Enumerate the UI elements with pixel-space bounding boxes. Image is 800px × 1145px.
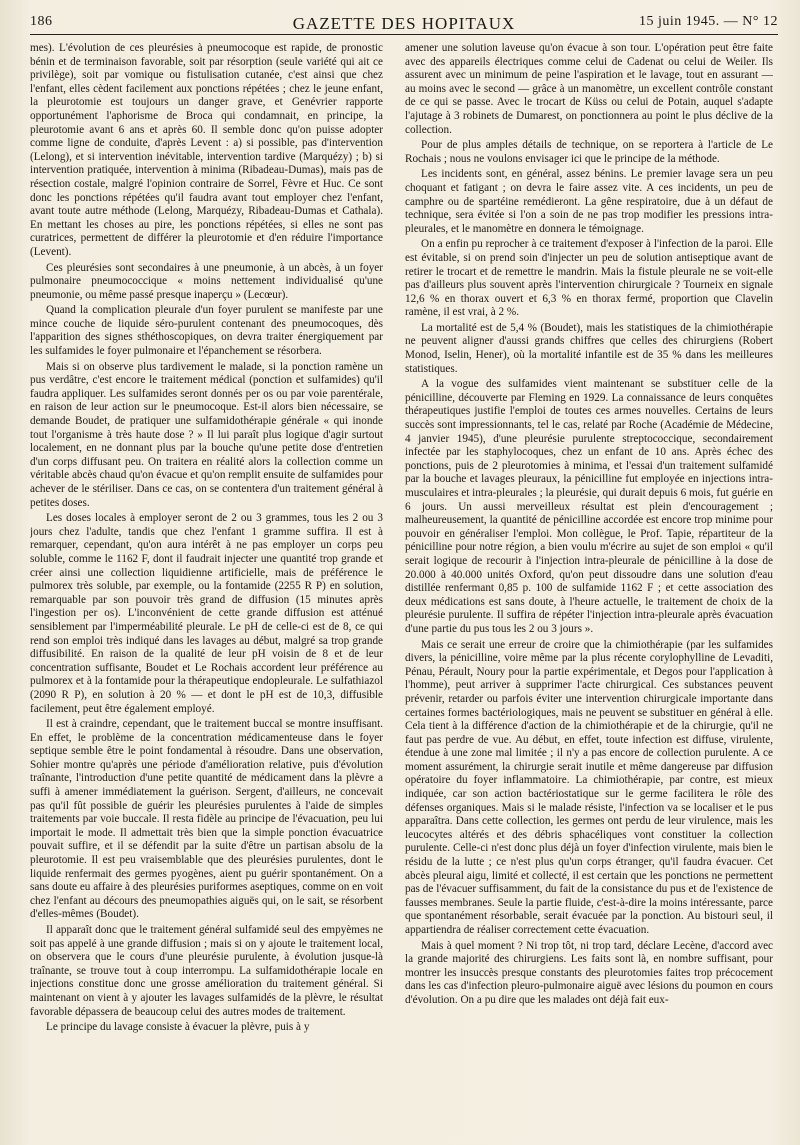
- issue-date: 15 juin 1945. — N° 12: [639, 14, 778, 29]
- paragraph: Ces pleurésies sont secondaires à une pneumonie, à un abcès, à un foyer pulmonaire pneumococcique « moins nettement individualisé qu'une pneumonie, ou même passé presque inaperçu » (Lecœur).: [30, 261, 383, 301]
- paragraph: Les incidents sont, en général, assez bénins. Le premier lavage sera un peu choquant et fatigant ; on devra le faire assez vite. A ces incidents, un peu de camphre ou de spartéine remédieront. La gêne respiratoire, due à un défaut de technique, sera évitée si l'on a soin de ne pas trop modifier les pressions intra-pleurales, et le manomètre en donnera le témoignage.: [405, 168, 773, 235]
- page-header: [30, 12, 778, 35]
- paragraph: mes). L'évolution de ces pleurésies à pneumocoque est rapide, de pronostic bénin et de terminaison favorable, soit par résorption (seule variété qui ait ce privilège), soit par vomique ou fistulisation cutanée, c'est ainsi que chez l'enfant, elles cèdent facilement aux ponctions répétées ; chez le jeune enfant, la pleurotomie est toujours un danger grave, et Genévrier rapporte opportunément l'aphorisme de Broca qui condamnait, en principe, la pleurotomie avant 6 ans et après 60. Il semble donc qu'on puisse adopter comme ligne de conduite, d'après Levent : a) si possible, pas d'intervention (Lelong), et si intervention inévitable, intervention tardive (Marquézy) ; b) si intervention pratiquée, intervention à minima (Ribadeau-Dumas), mais pas de résection costale, malgré l'opinion contraire de Sorrel, Fèvre et Huc. Ce sont donc les ponctions répétées qu'il faudra avant tout employer chez l'enfant, avant toute autre méthode (Lelong, Marquézy, Ribadeau-Dumas et Cathala). En mettant les choses au pire, les ponctions répétées, si elles ne sont pas curatrices, permettent de différer la pleurotomie et d'en réduire l'importance (Levent).: [30, 42, 383, 258]
- paragraph: Le principe du lavage consiste à évacuer la plèvre, puis à y: [46, 1021, 310, 1034]
- journal-title: GAZETTE DES HOPITAUX: [292, 14, 516, 33]
- paragraph: amener une solution laveuse qu'on évacue à son tour. L'opération peut être faite avec des appareils électriques comme celui de Cadenat ou celui de Weiler. Ils assurent avec un minimum de peine l'aspiration et le lavage, tout en assurant — au moins avec le second — grâce à un manomètre, un excellent contrôle constant de ce qui se passe. Avec le trocart de Küss ou celui de Potain, auquel s'adapte l'ajutage à 3 robinets de Dumarest, on ponctionnera au point le plus déclive de la collection.: [405, 42, 773, 136]
- page-number: 186: [30, 14, 53, 29]
- paragraph: La mortalité est de 5,4 % (Boudet), mais les statistiques de la chimiothérapie ne peuvent aligner d'aussi grands chiffres que celles des chirurgiens (Robert Monod, Iselin, Hener), où la mortalité infantile est de 35 % dans les meilleures statistiques.: [405, 321, 773, 375]
- right-column: [405, 42, 773, 1132]
- paragraph: Quand la complication pleurale d'un foyer purulent se manifeste par une mince couche de liquide séro-purulent contenant des pneumocoques, dès l'apparition des signes sthéthoscopiques, on devra traiter énergiquement par les sulfamides le foyer pulmonaire et l'épanchement se résorbera.: [30, 304, 383, 358]
- paragraph: Mais si on observe plus tardivement le malade, si la ponction ramène un pus verdâtre, c'est encore le traitement médical (ponction et sulfamides) qu'il faudra appliquer. Les sulfamides seront donnés per os ou par voie parentérale, en raison de leur action sur le pneumocoque. Est-il alors bien nécessaire, se demande Boudet, de pratiquer une sulfamidothérapie générale « qui inonde tout l'organisme à très haute dose ? » Il lui paraît plus logique d'agir surtout localement, en ne donnant plus par la bouche qu'une petite dose d'entretien d'un corps diffusant peu. On traitera en réalité alors la collection comme un véritable abcès chaud qu'on évacue et qu'on remplit ensuite de sulfamides pour achever de le stériliser. Dans ce cas, on se contentera d'un traitement général à petites doses.: [30, 360, 383, 509]
- paragraph: On a enfin pu reprocher à ce traitement d'exposer à l'infection de la paroi. Elle est évitable, si on prend soin d'injecter un peu de solution antiseptique avant de retirer le trocart et de remettre le mandrin. Mais la fistule pleurale ne se voit-elle pas d'ailleurs plus souvent après l'intervention chirurgicale ? Tourneix en signale 12,6 % en thorax ouvert et 6,3 % en thorax fermé, proportion que Clavelin ramène, il est vrai, à 2 %.: [405, 238, 773, 319]
- paragraph: Mais à quel moment ? Ni trop tôt, ni trop tard, déclare Lecène, d'accord avec la grande majorité des chirurgiens. Les faits sont là, en nombre suffisant, pour montrer les insuccès presque constants des pleurotomies faites trop précocement dans les cas d'infection pleuro-pulmonaire aiguë avec lésions du poumon en cours d'évolution. On a pu dire que les malades ont déjà fait eux-: [405, 939, 773, 1006]
- left-column: [30, 42, 383, 1132]
- paragraph: Il est à craindre, cependant, que le traitement buccal se montre insuffisant. En effet, le problème de la concentration médicamenteuse dans le foyer septique semble être le point fondamental à résoudre. Dans une observation, Sohier montre qu'après une période d'amélioration relative, puis d'évolution traînante, l'introduction d'une petite quantité de médicament dans la plèvre a suffi à amener immédiatement la guérison. Sergent, d'ailleurs, ne concevait pas qu'il fût possible de guérir les pleurésies purulentes à l'aide de simples traitements par voie buccale. Il resta fidèle au principe de l'évacuation, peu lui importait le mode. Il admettait très bien que la simple ponction évacuatrice pouvait suffire, et il se défendit par la suite d'être un partisan absolu de la pleurotomie. Il est peu vraisemblable que des pleurésies purulentes, dont le liquide renfermait des germes pyogènes, aient pu guérir spontanément. On a sans doute eu affaire à des pleurésies puriformes aseptiques, comme on en voit chez l'enfant au décours des pneumopathies aiguës qui, on le sait, se résorbent d'elles-mêmes (Boudet).: [30, 718, 383, 921]
- paragraph: A la vogue des sulfamides vient maintenant se substituer celle de la pénicilline, découverte par Fleming en 1929. La connaissance de leurs conquêtes thérapeutiques justifie l'emploi de toutes ces armes nouvelles. Certains de leurs succès sont impressionnants, tel le cas, relaté par Roche (Académie de Médecine, 4 janvier 1945), d'une pleurésie purulente streptococcique, secondairement infectée par les staphylocoques, chez un enfant de 10 ans. Après échec des ponctions, puis de 2 pleurotomies à minima, et l'essai d'un traitement sulfamidé par la bouche et lavages pleuraux, la pénicilline fut employée en injections intra-musculaires et intra-pleurales ; la pleurésie, qui durait depuis 6 mois, fut guérie en 6 jours. Un aussi merveilleux résultat est plein d'encouragement ; malheureusement, la quantité de pénicilline accordée est encore trop minime pour pouvoir en généraliser l'emploi. Mon collègue, le Prof. Tapie, répartiteur de la pénicilline pour notre région, a bien voulu m'écrire au sujet de son emploi « qu'il serait logique de recourir à l'injection intra-pleurale de pénicilline à la dose de 20.000 à 40.000 unités Oxford, qu'on peut dissoudre dans une solution d'eau distillée renfermant 0,85 p. 100 de sulfamide 1162 F ; et cette association des deux médications est sans doute, à l'heure actuelle, le traitement de choix de la pleurésie purulente. Il suffira de répéter l'injection intra-pleurale après évacuation d'une partie du pus tous les 2 ou 3 jours ».: [405, 378, 773, 635]
- paragraph: Les doses locales à employer seront de 2 ou 3 grammes, tous les 2 ou 3 jours chez l'adulte, tandis que chez l'enfant 1 gramme suffira. Il est à remarquer, cependant, qu'on aura intérêt à ne pas employer un corps peu soluble, comme le 1162 F, dont il faudrait injecter une quantité trop grande et créer ainsi une collection liquidienne artificielle, mais de préférence le pulmorex très soluble, par exemple, ou la fontamide (2255 R P) en solution, remarquable par son pouvoir très grand de diffusion (15 minutes après l'ingestion per os). L'inconvénient de cette grande diffusion est atténué sensiblement par l'imperméabilité pleurale. Le pH de celle-ci est de 8, ce qui rend son emploi très indiqué dans les lavages au début, malgré sa trop grande diffusibilité. En raison de la qualité de leur pH voisin de 8 et de leur concentration suffisante, Boudet et Le Rochais accordent leur préférence au pulmorex et à la fontamide pour la thérapeutique endopleurale. Le sulfathiazol (2090 R P), en solution à 20 % — et dont le pH est de 10,3, diffusible facilement, peut être également employé.: [30, 512, 383, 715]
- paragraph: Pour de plus amples détails de technique, on se reportera à l'article de Le Rochais ; nous ne voulons envisager ici que le principe de la méthode.: [405, 139, 773, 165]
- paragraph: Il apparaît donc que le traitement général sulfamidé seul des empyèmes ne soit pas appelé à une grande diffusion ; mais si on y ajoute le traitement local, on observera que le cours d'une pleurésie purulente, à évolution jusque-là traînante, se trouve tout à coup interrompu. La sulfamidothérapie locale en injections constitue donc une grosse amélioration du traitement général. Si maintenant on vient à y ajouter les lavages sulfamidés de la plèvre, le résultat favorable dépassera de beaucoup celui des autres modes de traitement.: [30, 924, 383, 1018]
- paragraph: Mais ce serait une erreur de croire que la chimiothérapie (par les sulfamides divers, la pénicilline, voire même par la plus récente corylophylline de Levaditi, Pénau, Pérault, Noury pour la partie expérimentale, et Degos pour l'application à l'homme), peut arriver à supprimer l'acte chirurgical. Ces substances peuvent prévenir, retarder ou parfois éviter une intervention chirurgicale importante dans certaines formes bactériologiques, mais ne peuvent se substituer en général à elle. Cela tient à la différence d'action de la chimiothérapie et de la chirurgie, qu'il ne faut pas perdre de vue. Au début, en effet, toute infection est diffuse, virulente, étendue à une zone mal limitée ; il n'y a pas encore de collection purulente. A ce moment assurément, la chirurgie serait inutile et même dangereuse par diffusion opératoire du foyer inflammatoire. La chimiothérapie, par contre, est mieux indiquée, car son action bactériostatique sur le germe facilitera le rôle des défenses organiques. Mais si le malade résiste, l'infection va se localiser et le pus apparaîtra. Dans cette collection, les germes ont perdu de leur virulence, mais les leucocytes altérés et des débris sphacéliques vont constituer la collection purulente. Celle-ci n'est donc plus déjà un foyer d'infection virulente, mais bien le résidu de la lutte ; ce n'est plus qu'un corps étranger, qu'il faudra évacuer. Cet abcès pleural aigu, limité et collecté, il est certain que les ponctions ne permettent pas de l'évacuer suffisamment, du fait de la consistance du pus et de l'existence de fausses membranes. Seule la partie fluide, c'est-à-dire la moins intéressante, parce que spontanément résorbable, serait évacuée par la ponction. Au bistouri seul, il appartiendra de réaliser correctement cette évacuation.: [405, 638, 773, 936]
